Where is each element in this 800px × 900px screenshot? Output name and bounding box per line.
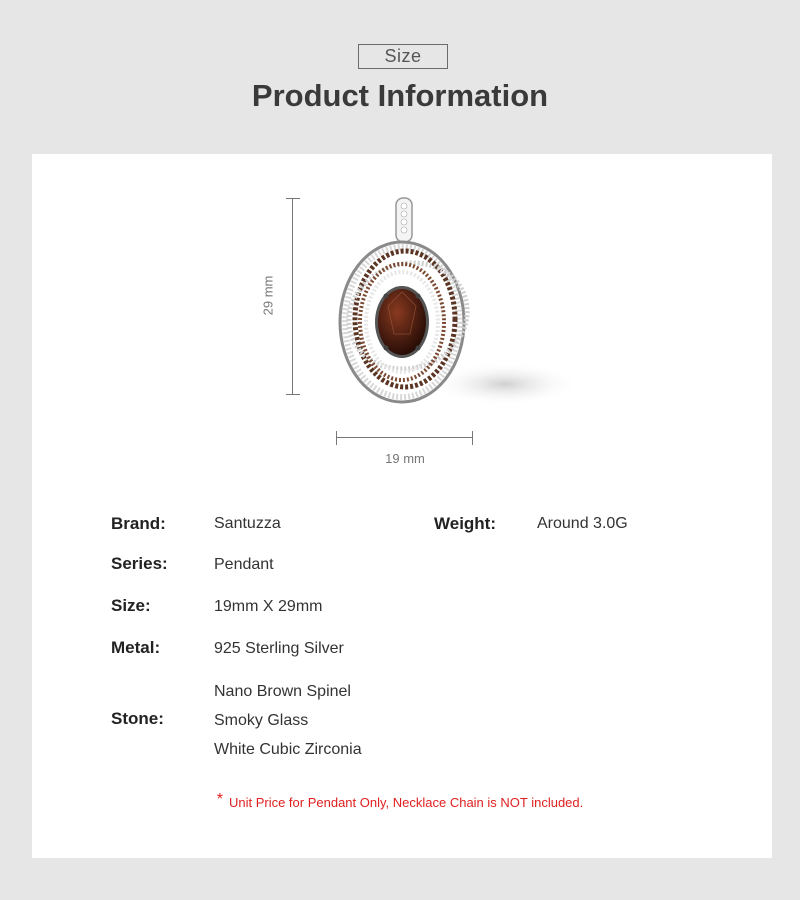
- stone-label: Stone:: [111, 709, 164, 728]
- weight-label: Weight:: [434, 514, 497, 533]
- height-dimension-label: 29 mm: [260, 275, 276, 316]
- brand-value: Santuzza: [214, 515, 281, 532]
- height-dimension-marker: [286, 198, 300, 395]
- price-note-text: Unit Price for Pendant Only, Necklace Chain is NOT included.: [228, 795, 584, 810]
- asterisk-icon: *: [216, 791, 223, 808]
- stone-value-2: Smoky Glass: [214, 712, 309, 729]
- pendant-image: [330, 194, 580, 414]
- width-dimension-label: 19 mm: [385, 451, 425, 466]
- width-dimension-marker: [336, 431, 473, 445]
- price-note: [0, 791, 800, 812]
- page-title: Product Information: [251, 78, 549, 113]
- size-value: 19mm X 29mm: [214, 598, 323, 615]
- stone-value-1: Nano Brown Spinel: [214, 683, 351, 700]
- stone-value-3: White Cubic Zirconia: [214, 741, 362, 758]
- metal-value: 925 Sterling Silver: [214, 640, 344, 657]
- series-label: Series:: [111, 554, 168, 573]
- metal-label: Metal:: [111, 638, 161, 657]
- brand-label: Brand:: [111, 514, 166, 533]
- size-label: Size:: [111, 596, 151, 615]
- weight-value: Around 3.0G: [537, 515, 628, 532]
- series-value: Pendant: [214, 556, 274, 573]
- size-tab[interactable]: Size: [358, 44, 448, 69]
